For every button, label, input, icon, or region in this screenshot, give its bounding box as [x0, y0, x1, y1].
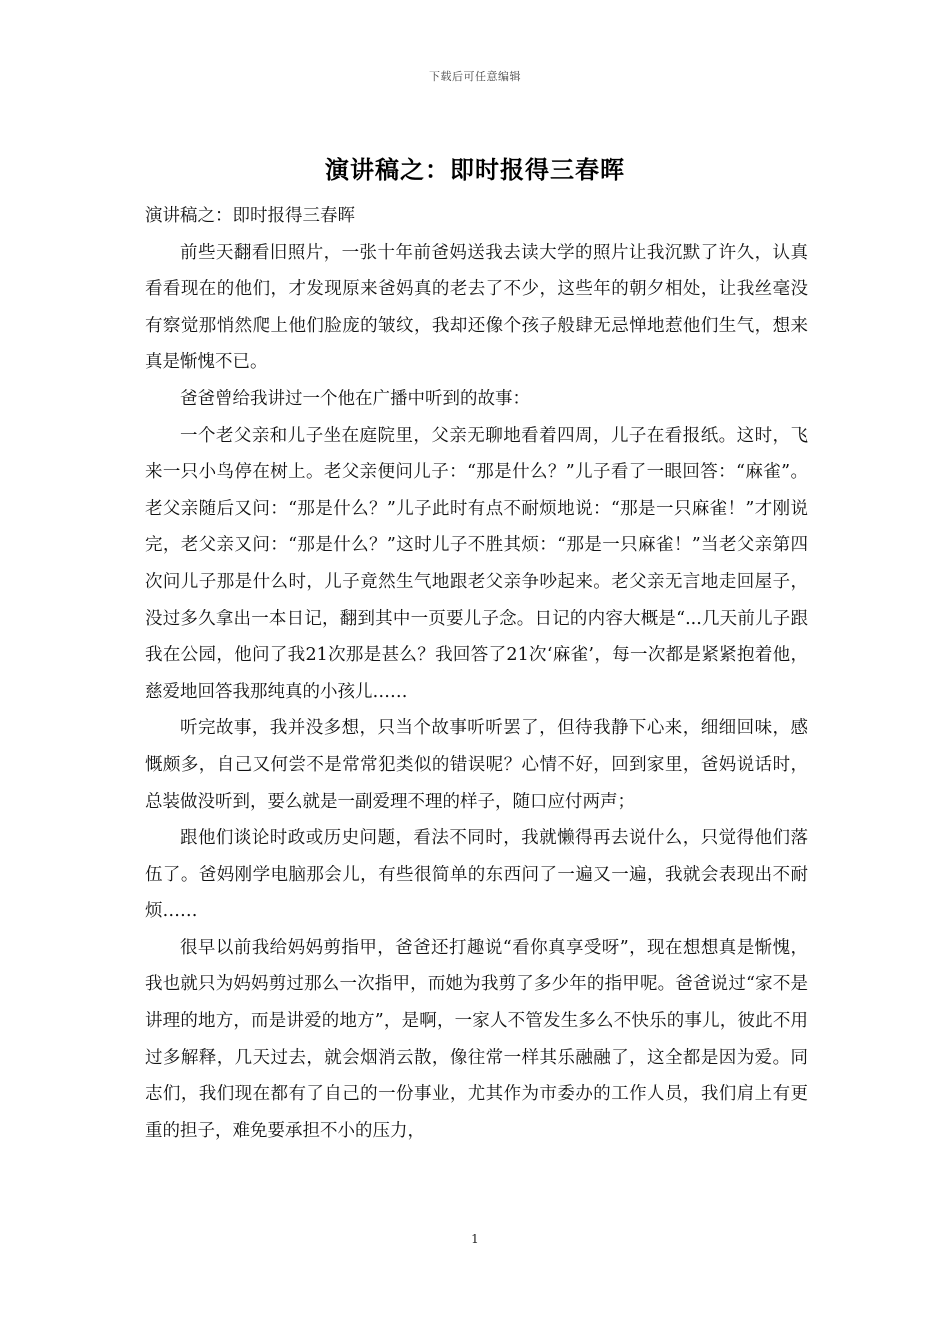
- document-body: [145, 198, 808, 1149]
- header-note: 下载后可任意编辑: [429, 70, 521, 83]
- subtitle-line: 演讲稿之：即时报得三春晖: [145, 206, 355, 226]
- paragraph: 一个老父亲和儿子坐在庭院里，父亲无聊地看着四周，儿子在看报纸。这时，飞来一只小鸟停在树上。老父亲便问儿子：“那是什么？”儿子看了一眼回答：“麻雀”。老父亲随后又问：“那是什么？”儿子此时有点不耐烦地说：“那是一只麻雀！”才刚说完，老父亲又问：“那是什么？”这时儿子不胜其烦：“那是一只麻雀！”当老父亲第四次问儿子那是什么时，儿子竟然生气地跟老父亲争吵起来。老父亲无言地走回屋子，没过多久拿出一本日记，翻到其中一页要儿子念。日记的内容大概是“...几天前儿子跟我在公园，他问了我21次那是甚么？我回答了21次‘麻雀’，每一次都是紧紧抱着他，慈爱地回答我那纯真的小孩儿……: [145, 425, 808, 702]
- paragraph: 爸爸曾给我讲过一个他在广播中听到的故事：: [180, 388, 530, 409]
- paragraph: 很早以前我给妈妈剪指甲，爸爸还打趣说“看你真享受呀”，现在想想真是惭愧，我也就只为妈妈剪过那么一次指甲，而她为我剪了多少年的指甲呢。爸爸说过“家不是讲理的地方，而是讲爱的地方”，是啊，一家人不管发生多么不快乐的事儿，彼此不用过多解释，几天过去，就会烟消云散，像往常一样其乐融融了，这全都是因为爱。同志们，我们现在都有了自己的一份事业，尤其作为市委办的工作人员，我们肩上有更重的担子，难免要承担不小的压力，: [145, 937, 808, 1141]
- paragraph: 听完故事，我并没多想，只当个故事听听罢了，但待我静下心来，细细回味，感慨颇多，自己又何尝不是常常犯类似的错误呢？心情不好，回到家里，爸妈说话时，总装做没听到，要么就是一副爱理不理的样子，随口应付两声；: [145, 718, 808, 812]
- paragraph: 前些天翻看旧照片，一张十年前爸妈送我去读大学的照片让我沉默了许久，认真看看现在的他们，才发现原来爸妈真的老去了不少，这些年的朝夕相处，让我丝毫没有察觉那悄然爬上他们脸庞的皱纹，我却还像个孩子般肆无忌惮地惹他们生气，想来真是惭愧不已。: [145, 242, 808, 373]
- page-number: 1: [471, 1232, 479, 1246]
- document-title: 演讲稿之：即时报得三春晖: [325, 155, 625, 184]
- paragraph: 跟他们谈论时政或历史问题，看法不同时，我就懒得再去说什么，只觉得他们落伍了。爸妈刚学电脑那会儿，有些很简单的东西问了一遍又一遍，我就会表现出不耐烦……: [145, 828, 808, 922]
